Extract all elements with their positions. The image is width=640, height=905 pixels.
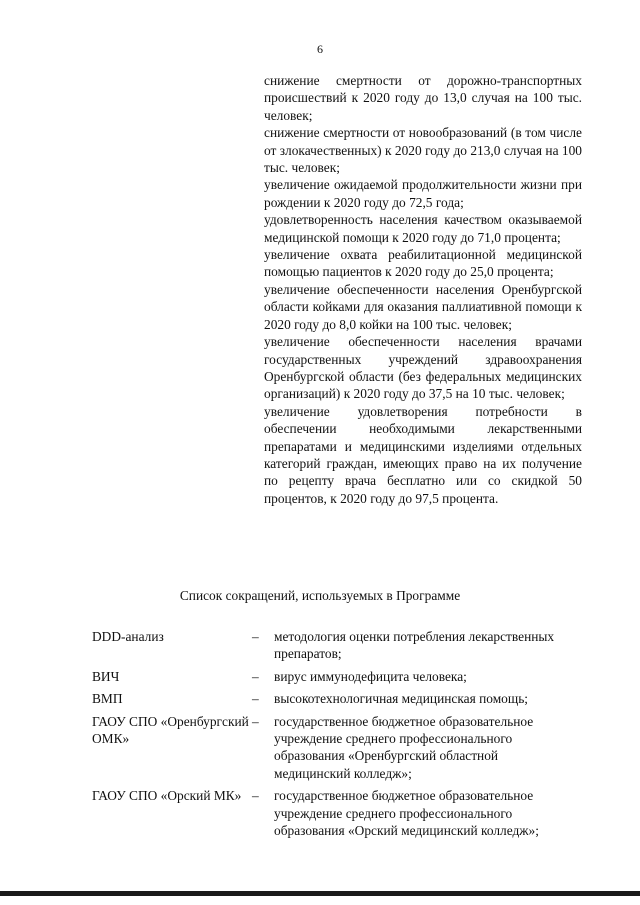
abbreviation-term: ВИЧ bbox=[92, 668, 120, 684]
abbreviation-term: ГАОУ СПО «Оренбургский ОМК» bbox=[92, 713, 249, 747]
abbreviations-title: Список сокращений, используемых в Программе bbox=[179, 588, 461, 603]
abbreviation-definition: государственное бюджетное образовательное учреждение среднего профессионального образования «Оренбургский областной медицинский колледж»; bbox=[274, 713, 534, 781]
abbreviation-term: DDD-анализ bbox=[92, 629, 164, 644]
abbreviation-row bbox=[92, 690, 592, 707]
abbreviation-dash: – bbox=[252, 713, 259, 729]
abbreviation-row bbox=[92, 628, 592, 663]
scan-edge-bar bbox=[0, 891, 640, 896]
goal-item: удовлетворенность населения качеством оказываемой медицинской помощи к 2020 году до 71,0 процента; bbox=[264, 212, 582, 245]
abbreviation-definition: вирус иммунодефицита человека; bbox=[274, 668, 467, 684]
target-indicators-list bbox=[264, 72, 582, 507]
goal-item: увеличение ожидаемой продолжительности жизни при рождении к 2020 году до 72,5 года; bbox=[264, 177, 582, 210]
abbreviations-list bbox=[92, 628, 592, 844]
goal-item: увеличение обеспеченности населения врачами государственных учреждений здравоохранения Оренбургской области (без федеральных медицинских организаций) к 2020 году до 37,5 на 10 тыс. человек; bbox=[264, 334, 582, 402]
abbreviation-row bbox=[92, 713, 592, 783]
abbreviation-term: ГАОУ СПО «Орский МК» bbox=[92, 788, 242, 804]
goal-item: увеличение обеспеченности населения Оренбургской области койками для оказания паллиативной помощи к 2020 году до 8,0 койки на 100 тыс. человек; bbox=[264, 281, 582, 332]
abbreviation-definition: методология оценки потребления лекарственных препаратов; bbox=[274, 629, 555, 662]
goal-item: увеличение охвата реабилитационной медицинской помощью пациентов к 2020 году до 25,0 процента; bbox=[264, 247, 582, 280]
abbreviation-definition: государственное бюджетное образовательное учреждение среднего профессионального образования «Орский медицинский колледж»; bbox=[274, 788, 539, 839]
abbreviation-row bbox=[92, 668, 592, 685]
abbreviation-dash: – bbox=[252, 691, 259, 707]
abbreviation-term: ВМП bbox=[92, 691, 123, 707]
abbreviation-dash: – bbox=[252, 788, 259, 804]
abbreviation-dash: – bbox=[252, 668, 259, 684]
goal-item: увеличение удовлетворения потребности в обеспечении необходимыми лекарственными препаратами и медицинскими изделиями отдельных категорий граждан, имеющих право на их получение по рецепту врача бесплатно или со скидкой 50 процентов, к 2020 году до 97,5 процента. bbox=[264, 403, 582, 506]
page-number: 6 bbox=[317, 42, 323, 56]
goal-item: снижение смертности от новообразований (в том числе от злокачественных) к 2020 году до 213,0 случая на 100 тыс. человек; bbox=[264, 125, 582, 176]
abbreviation-row bbox=[92, 787, 592, 839]
abbreviation-dash: – bbox=[252, 629, 259, 644]
goal-item: снижение смертности от дорожно-транспортных происшествий к 2020 году до 13,0 случая на 100 тыс. человек; bbox=[264, 73, 582, 123]
abbreviation-definition: высокотехнологичная медицинская помощь; bbox=[274, 691, 529, 707]
